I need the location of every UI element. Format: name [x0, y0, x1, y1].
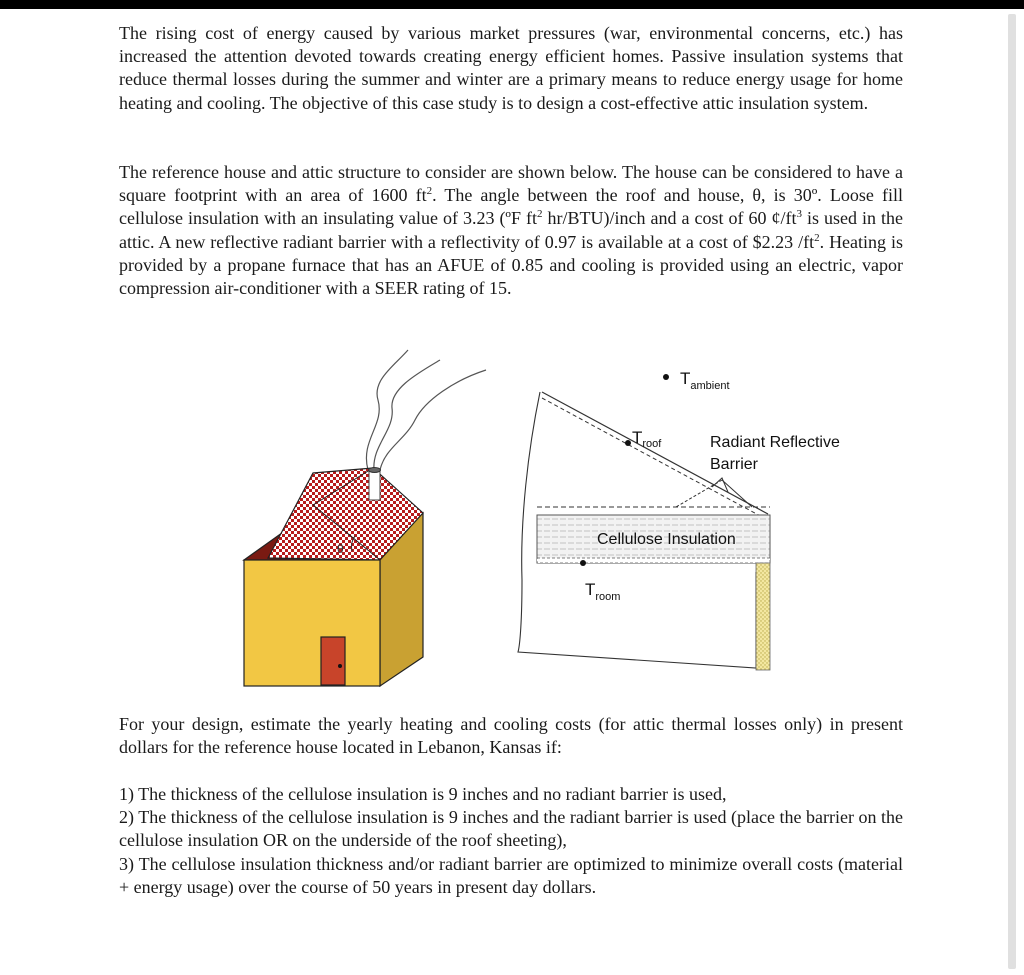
house-illustration: [244, 350, 486, 686]
attic-diagram: [518, 374, 770, 670]
list-item: 1) The thickness of the cellulose insulation is 9 inches and no radiant barrier is used,: [119, 784, 727, 804]
room-point: [580, 560, 586, 566]
house-front-wall: [244, 560, 380, 686]
roof-line: [542, 392, 768, 514]
list-item: 2) The thickness of the cellulose insulation is 9 inches and the radiant barrier is used (place the barrier on the cellulose insulation OR on the underside of the roof sheeting),: [119, 807, 903, 851]
t-roof-label: $T_{roof}$: [632, 428, 662, 450]
smoke-plume: [366, 350, 408, 470]
task-list: [119, 783, 903, 899]
intro-paragraph: The rising cost of energy caused by various market pressures (war, environmental concerns, etc.) has increased the attention devoted towards creating energy efficient homes. Passive insulation systems that reduce thermal losses during the summer and winter are a primary means to reduce energy usage for home heating and cooling. The objective of this case study is to design a cost-effective attic insulation system.: [119, 23, 903, 113]
theta-label: θ: [337, 542, 344, 556]
radiant-barrier-label-line1: Radiant Reflective: [710, 434, 840, 451]
design-task-paragraph: For your design, estimate the yearly heating and cooling costs (for attic thermal losses only) in present dollars for the reference house located in Lebanon, Kansas if:: [119, 714, 903, 758]
barrier-pointer-arrow: [712, 478, 728, 492]
t-ambient-label: $T_{ambient}$: [680, 369, 730, 392]
wall-insulation: [756, 563, 770, 670]
chimney-top: [369, 468, 381, 473]
ceiling-line: [537, 558, 770, 563]
chimney: [369, 470, 380, 500]
door-knob: [338, 664, 342, 668]
smoke-plume: [380, 370, 486, 470]
house-attic-figure: [0, 330, 1024, 700]
t-room-label: $T_{room}$: [585, 580, 621, 603]
door: [321, 637, 345, 685]
list-item: 3) The cellulose insulation thickness and/or radiant barrier are optimized to minimize overall costs (material + energy usage) over the course of 50 years in present day dollars.: [119, 853, 903, 897]
reference-house-paragraph: The reference house and attic structure to consider are shown below. The house can be considered to have a square footprint with an area of 1600 $ft^2$. The angle between the roof and house, θ, is 30º. Loose fill cellulose insulation with an insulating value of 3.23 (ºF $ft^2$ hr/BTU)/inch and a cost of 60 $¢/ft^3$ is used in the attic. A new reflective radiant barrier with a reflectivity of 0.97 is available at a cost of $2.23 $/ft^2$. Heating is provided by a propane furnace that has an AFUE of 0.85 and cooling is provided using an electric, vapor compression air-conditioner with a SEER rating of 15.: [119, 162, 903, 299]
ambient-point: [663, 374, 669, 380]
top-bar: [0, 0, 1024, 9]
barrier-pointer: [722, 480, 752, 507]
roof-point: [625, 440, 631, 446]
cellulose-insulation-label: Cellulose Insulation: [597, 531, 736, 548]
radiant-barrier-label-line2: Barrier: [710, 456, 759, 473]
